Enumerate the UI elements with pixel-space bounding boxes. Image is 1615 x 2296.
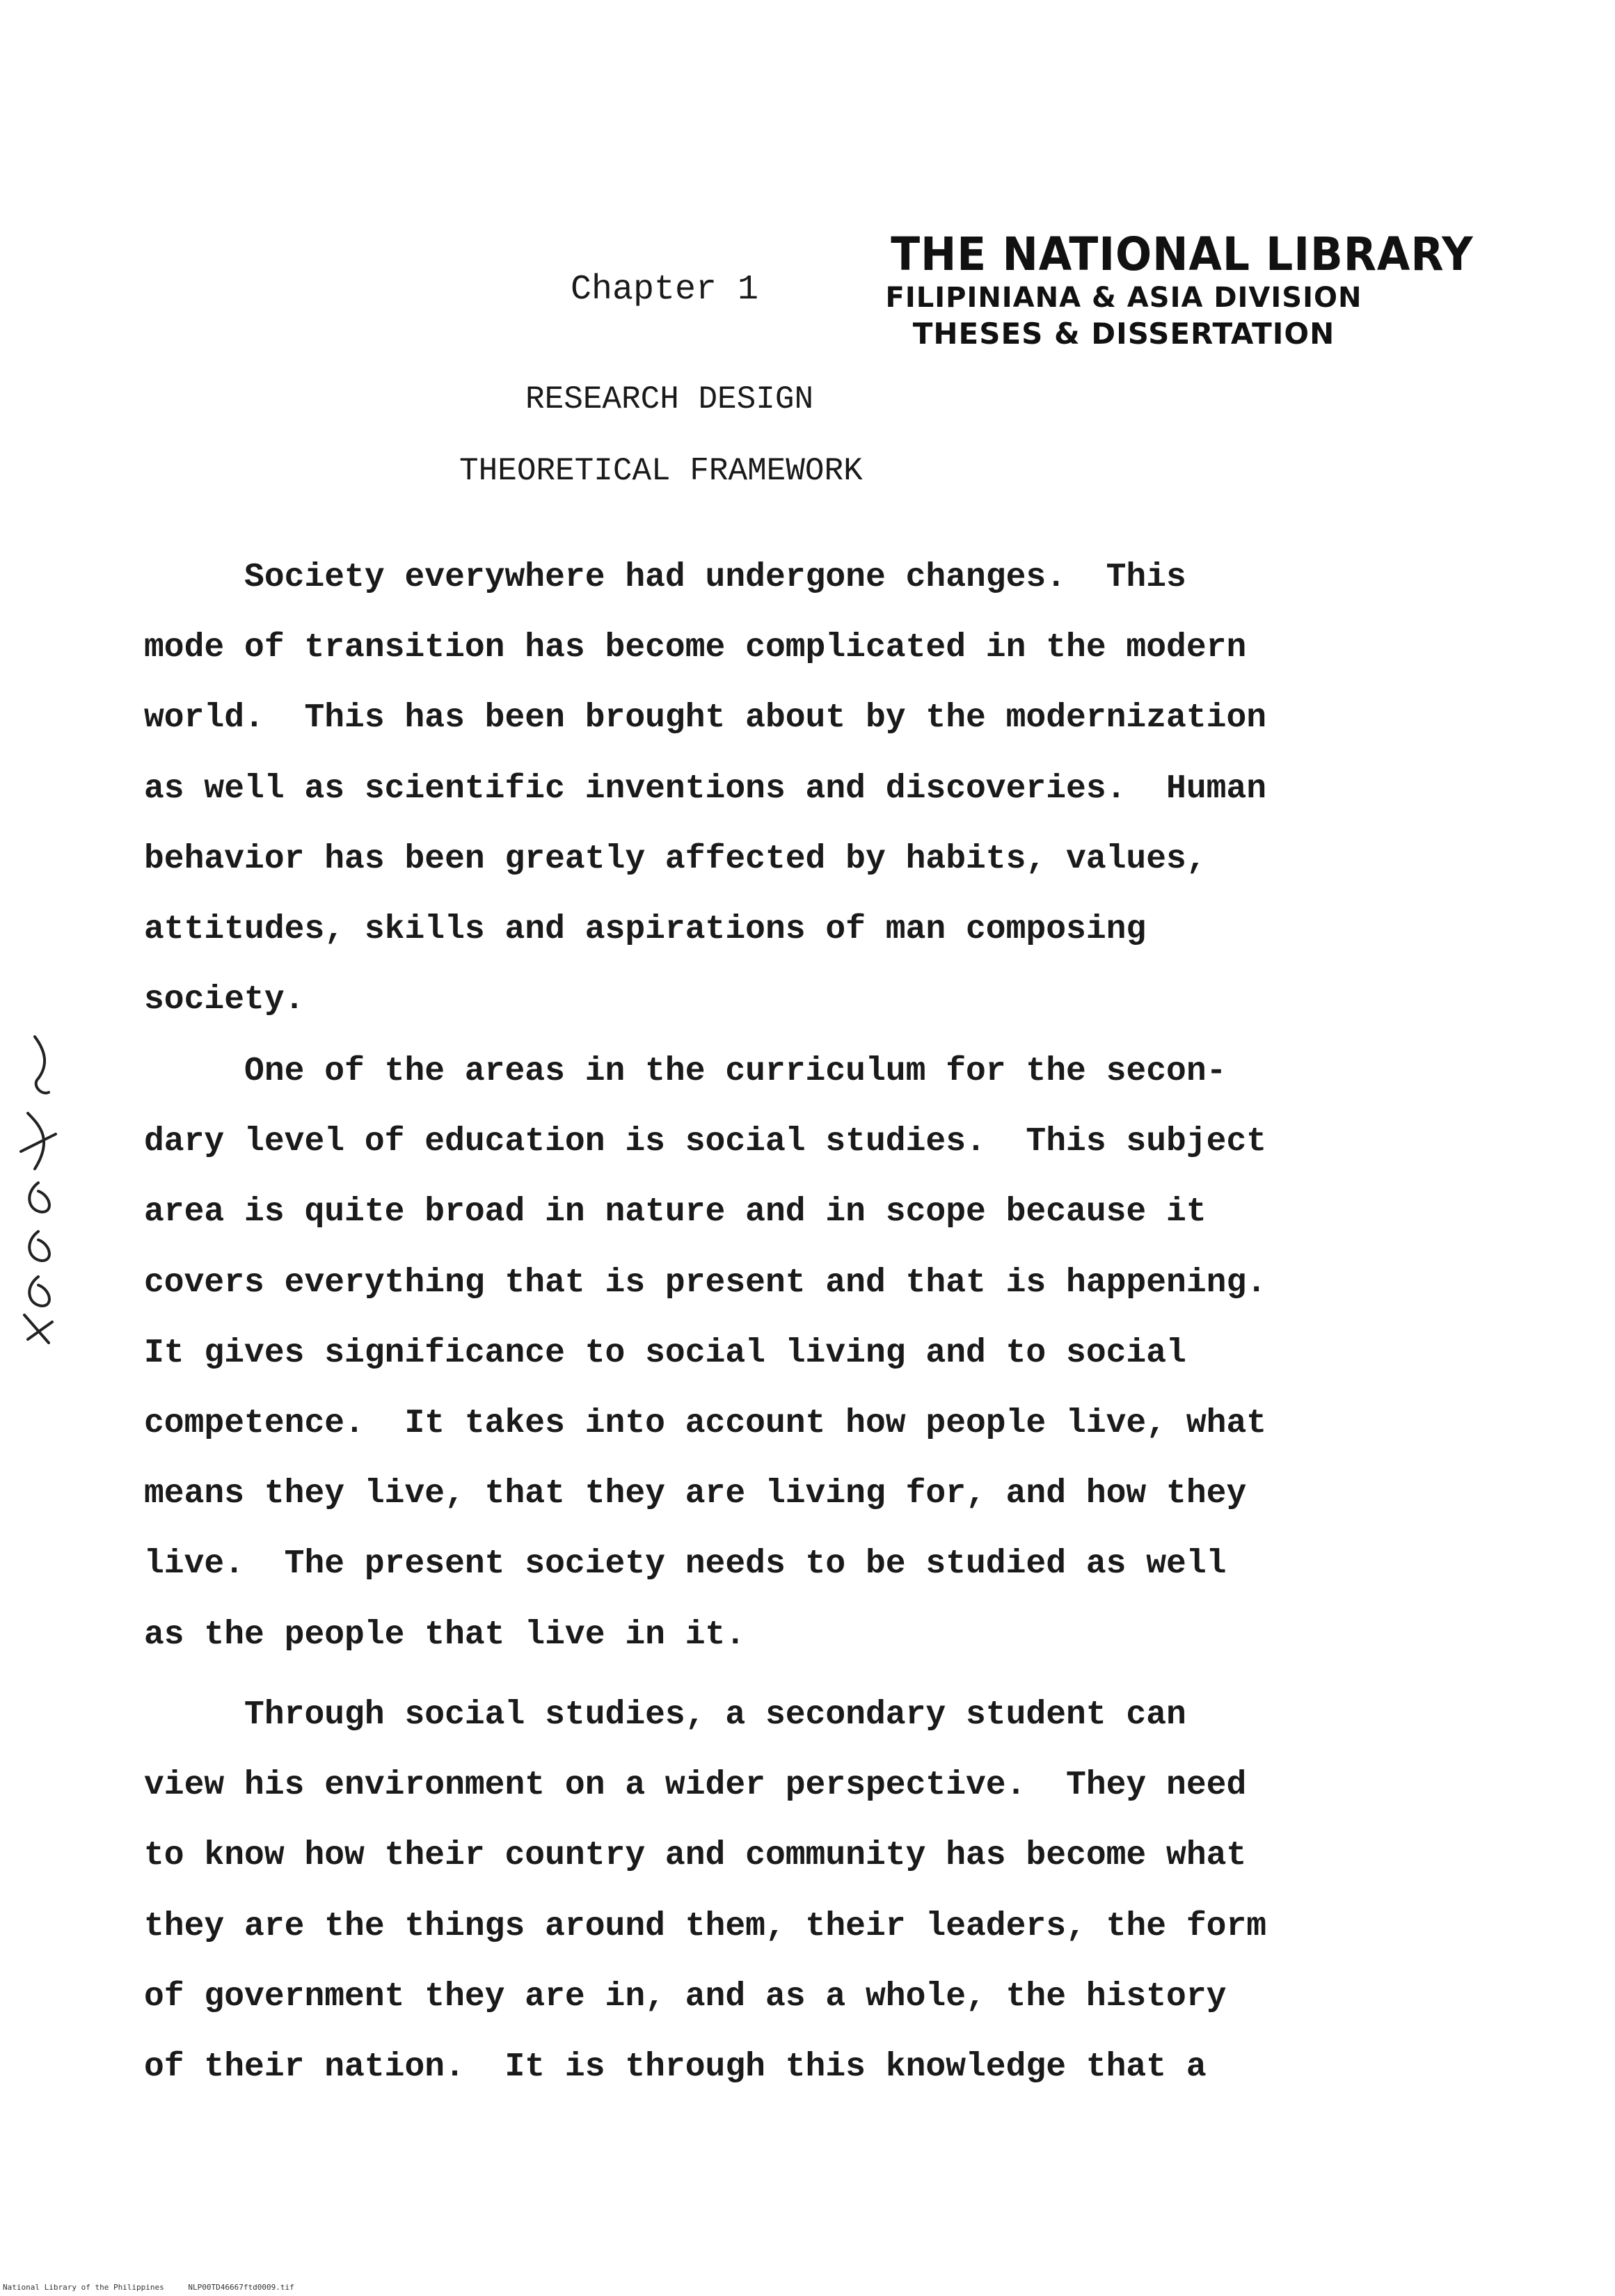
text-line: Society everywhere had undergone changes. This bbox=[144, 559, 1186, 596]
text-line: as well as scientific inventions and discoveries. Human bbox=[144, 770, 1267, 808]
scan-footer bbox=[3, 2283, 294, 2292]
text-line: of their nation. It is through this knowledge that a bbox=[144, 2048, 1207, 2086]
paragraph-1 bbox=[144, 543, 1369, 1035]
paragraph-3 bbox=[144, 1680, 1369, 2103]
stamp-line-3: THESES & DISSERTATION bbox=[912, 317, 1335, 351]
text-line: of government they are in, and as a whole, the history bbox=[144, 1977, 1227, 2016]
footer-library: National Library of the Philippines bbox=[3, 2283, 164, 2292]
text-line: area is quite broad in nature and in scope because it bbox=[144, 1193, 1207, 1231]
text-line: competence. It takes into account how people live, what bbox=[144, 1404, 1267, 1442]
text-line: live. The present society needs to be studied as well bbox=[144, 1545, 1227, 1584]
text-line: means they live, that they are living for, and how they bbox=[144, 1475, 1247, 1513]
handwritten-margin-note bbox=[7, 1030, 63, 1350]
paragraph-2 bbox=[144, 1037, 1369, 1671]
text-line: attitudes, skills and aspirations of man composing bbox=[144, 910, 1147, 948]
text-line: covers everything that is present and that is happening. bbox=[144, 1263, 1267, 1302]
subsection-heading: THEORETICAL FRAMEWORK bbox=[459, 453, 863, 489]
chapter-number: Chapter 1 bbox=[571, 270, 759, 310]
text-line: It gives significance to social living and to social bbox=[144, 1334, 1186, 1372]
text-line: behavior has been greatly affected by habits, values, bbox=[144, 840, 1207, 878]
stamp-line-2: FILIPINIANA & ASIA DIVISION bbox=[885, 282, 1362, 314]
text-line: dary level of education is social studies. This subject bbox=[144, 1123, 1267, 1161]
text-line: they are the things around them, their leaders, the form bbox=[144, 1907, 1267, 1945]
text-line: as the people that live in it. bbox=[144, 1616, 746, 1654]
text-line: world. This has been brought about by the modernization bbox=[144, 699, 1267, 738]
stamp-line-1: THE NATIONAL LIBRARY bbox=[891, 228, 1474, 281]
section-heading: RESEARCH DESIGN bbox=[525, 381, 814, 417]
text-line: One of the areas in the curriculum for the secon- bbox=[144, 1053, 1227, 1090]
text-line: society. bbox=[144, 981, 305, 1019]
text-line: mode of transition has become complicated in the modern bbox=[144, 629, 1247, 667]
text-line: Through social studies, a secondary student can bbox=[144, 1696, 1186, 1734]
text-line: to know how their country and community has become what bbox=[144, 1837, 1247, 1875]
footer-filename: NLP00TD46667ftd0009.tif bbox=[188, 2283, 294, 2292]
text-line: view his environment on a wider perspective. They need bbox=[144, 1767, 1247, 1805]
library-stamp bbox=[873, 228, 1474, 352]
